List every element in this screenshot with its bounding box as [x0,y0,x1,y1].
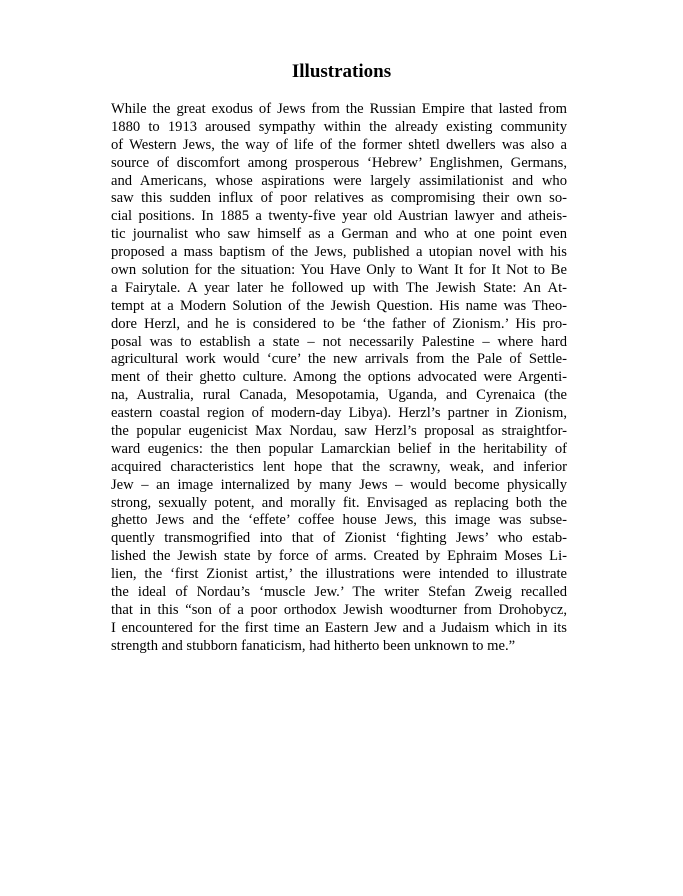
text-line: posal was to establish a state – not necessarily Palestine – where hard [111,333,567,350]
text-line: the ideal of Nordau’s ‘muscle Jew.’ The writer Stefan Zweig recalled [111,584,567,601]
text-line: strong, sexually potent, and morally fit. Envisaged as replacing both the [111,494,567,511]
text-line: strength and stubborn fanaticism, had hitherto been unknown to me.” [111,637,516,654]
text-line: agricultural work would ‘cure’ the new arrivals from the Pale of Settle- [111,351,567,368]
text-line: acquired characteristics lent hope that the scrawny, weak, and inferior [111,458,567,475]
text-line: lished the Jewish state by force of arms. Created by Ephraim Moses Li- [111,548,567,565]
text-line: I encountered for the first time an Eastern Jew and a Judaism which in its [111,619,567,636]
text-line: dore Herzl, and he is considered to be ‘the father of Zionism.’ His pro- [111,315,567,332]
text-line: source of discomfort among prosperous ‘Hebrew’ Englishmen, Germans, [111,154,567,171]
text-line: that in this “son of a poor orthodox Jewish woodturner from Drohobycz, [111,601,567,618]
page-title: Illustrations [291,61,392,82]
text-line: ment of their ghetto culture. Among the options advocated were Argenti- [111,369,567,386]
text-line: ghetto Jews and the ‘effete’ coffee house Jews, this image was subse- [111,512,567,529]
text-line: While the great exodus of Jews from the Russian Empire that lasted from [111,101,567,117]
text-line: na, Australia, rural Canada, Mesopotamia, Uganda, and Cyrenaica (the [111,387,567,404]
text-line: Jew – an image internalized by many Jews – would become physically [111,476,567,493]
text-line: eastern coastal region of modern-day Libya). Herzl’s partner in Zionism, [111,405,567,422]
text-line: cial positions. In 1885 a twenty-five year old Austrian lawyer and atheis- [111,208,567,225]
text-line: the popular eugenicist Max Nordau, saw Herzl’s proposal as straightfor- [111,423,567,440]
text-line: tic journalist who saw himself as a German and who at one point even [111,226,567,243]
text-line: tempt at a Modern Solution of the Jewish Question. His name was Theo- [111,297,567,314]
text-line: lien, the ‘first Zionist artist,’ the illustrations were intended to illustrate [111,566,567,583]
text-line: a Fairytale. A year later he followed up with The Jewish State: An At- [111,279,567,296]
text-line: saw this sudden influx of poor relatives as compromising their own so- [111,190,567,207]
text-line: 1880 to 1913 aroused sympathy within the already existing community [111,118,567,135]
text-line: and Americans, whose aspirations were largely assimilationist and who [111,172,567,189]
text-line: quently transmogrified into that of Zionist ‘fighting Jews’ who estab- [111,530,567,547]
text-line: of Western Jews, the way of life of the former shtetl dwellers was also a [111,136,567,153]
text-line: own solution for the situation: You Have Only to Want It for It Not to Be [111,262,567,279]
text-line: ward eugenics: the then popular Lamarckian belief in the heritability of [111,440,567,457]
body-paragraph [111,101,567,656]
text-line: proposed a mass baptism of the Jews, published a utopian novel with his [111,244,567,261]
